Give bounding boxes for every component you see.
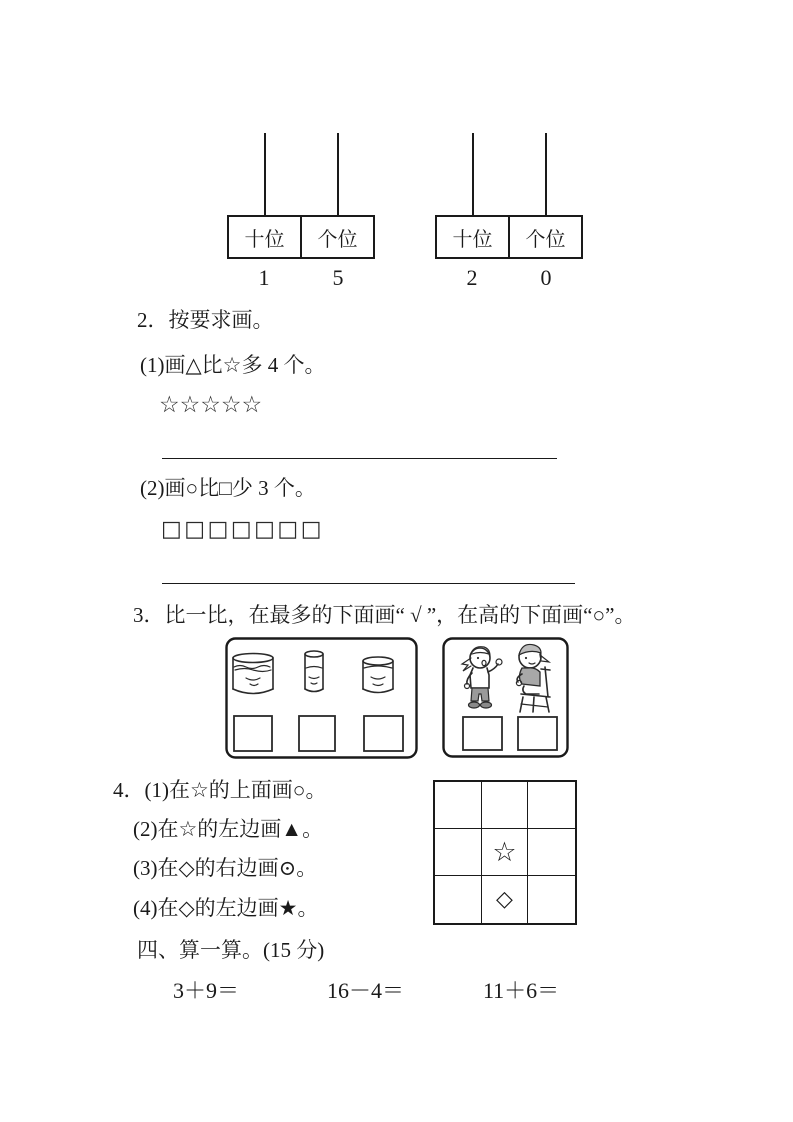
question2-part2-prompt: (2)画○比□少 3 个。 <box>140 476 316 500</box>
tens-digit: 2 <box>466 265 478 290</box>
question3-title: 3．比一比，在最多的下面画“ √ ”，在高的下面画“○”。 <box>133 603 636 627</box>
ones-digit: 0 <box>540 265 552 290</box>
ones-label: 个位 <box>508 217 581 257</box>
children-panel <box>442 637 569 758</box>
digits-row <box>227 265 375 291</box>
grid-cell <box>435 782 482 829</box>
answer-box <box>234 716 272 751</box>
tens-digit: 1 <box>258 265 270 290</box>
narrow-container-illustration <box>305 651 323 692</box>
place-value-chart-1 <box>227 133 375 298</box>
question2-title: 2．按要求画。 <box>137 308 274 332</box>
answer-blank-line <box>162 458 557 459</box>
tens-label: 十位 <box>244 228 285 251</box>
grid-cell <box>528 876 575 923</box>
wide-container-illustration <box>233 654 273 694</box>
place-value-box <box>227 215 375 259</box>
calc-problem-1: 3＋9＝ <box>173 978 240 1003</box>
given-stars-row: ☆☆☆☆☆ <box>159 392 263 418</box>
question4-prompt-2: (2)在☆的左边画▲。 <box>133 817 324 841</box>
answer-box <box>299 716 335 751</box>
grid-cell-star: ☆ <box>482 829 529 876</box>
medium-container-illustration <box>363 657 393 693</box>
abacus-rod <box>472 133 474 216</box>
abacus-rod <box>545 133 547 216</box>
question2-part1-prompt: (1)画△比☆多 4 个。 <box>140 353 326 377</box>
tens-label: 十位 <box>452 228 493 251</box>
calc-problem-3: 11＋6＝ <box>483 978 560 1003</box>
ones-digit: 5 <box>332 265 344 290</box>
answer-box <box>463 717 502 750</box>
grid-cell <box>528 829 575 876</box>
question4-prompt-4: (4)在◇的左边画★。 <box>133 896 319 920</box>
digits-row <box>435 265 583 291</box>
sitting-child-on-chair-illustration <box>516 644 550 712</box>
grid-cell-diamond: ◇ <box>482 876 529 923</box>
answer-box <box>518 717 557 750</box>
water-containers-panel <box>225 637 418 759</box>
given-squares-row: □□□□□□□ <box>161 517 325 542</box>
grid-cell <box>482 782 529 829</box>
question4-prompt-1: 4．(1)在☆的上面画○。 <box>113 778 327 802</box>
place-value-box <box>435 215 583 259</box>
abacus-rod <box>337 133 339 216</box>
ones-label: 个位 <box>300 217 373 257</box>
place-value-chart-2 <box>435 133 583 298</box>
abacus-rod <box>264 133 266 216</box>
question4-prompt-3: (3)在◇的右边画⊙。 <box>133 856 318 880</box>
answer-box <box>364 716 403 751</box>
grid-cell <box>528 782 575 829</box>
grid-cell <box>435 876 482 923</box>
position-grid <box>433 780 577 925</box>
standing-child-illustration <box>462 647 502 708</box>
calc-section-title: 四、算一算。(15 分) <box>137 938 325 962</box>
answer-blank-line <box>162 583 575 584</box>
calc-problem-2: 16－4＝ <box>327 978 405 1003</box>
grid-cell <box>435 829 482 876</box>
